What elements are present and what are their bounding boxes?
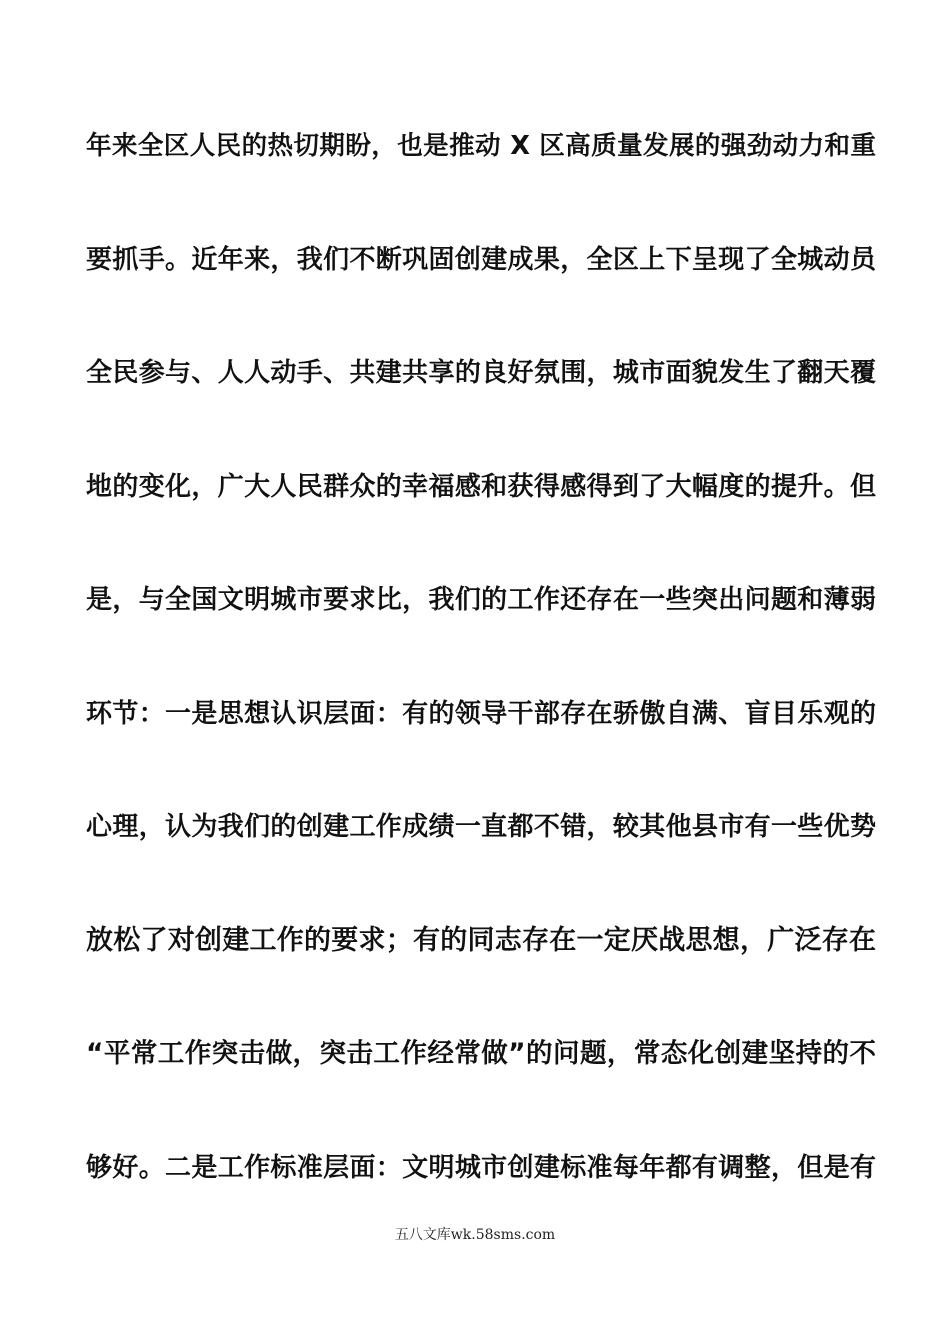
text-line: 要抓手。近年来，我们不断巩固创建成果，全区上下呈现了全城动员 (86, 244, 876, 275)
text-line: 环节：一是思想认识层面：有的领导干部存在骄傲自满、盲目乐观的 (86, 698, 876, 729)
text-line: 心理，认为我们的创建工作成绩一直都不错，较其他县市有一些优势 (86, 812, 876, 842)
text-line: 够好。二是工作标准层面：文明城市创建标准每年都有调整，但是有 (86, 1152, 876, 1183)
footer-watermark: 五八文库wk.58sms.com (394, 1227, 556, 1243)
text-line: “平常工作突击做，突击工作经常做”的问题，常态化创建坚持的不 (86, 1038, 876, 1069)
text-line: 全民参与、人人动手、共建共享的良好氛围，城市面貌发生了翻天覆 (86, 358, 876, 388)
document-body (86, 128, 876, 1186)
text-line: 放松了对创建工作的要求；有的同志存在一定厌战思想，广泛存在 (86, 924, 876, 956)
text-line: 是，与全国文明城市要求比，我们的工作还存在一些突出问题和薄弱 (86, 585, 876, 615)
text-line: 地的变化，广大人民群众的幸福感和获得感得到了大幅度的提升。但 (86, 471, 876, 502)
text-line: 年来全区人民的热切期盼，也是推动 X 区高质量发展的强劲动力和重 (86, 131, 876, 161)
